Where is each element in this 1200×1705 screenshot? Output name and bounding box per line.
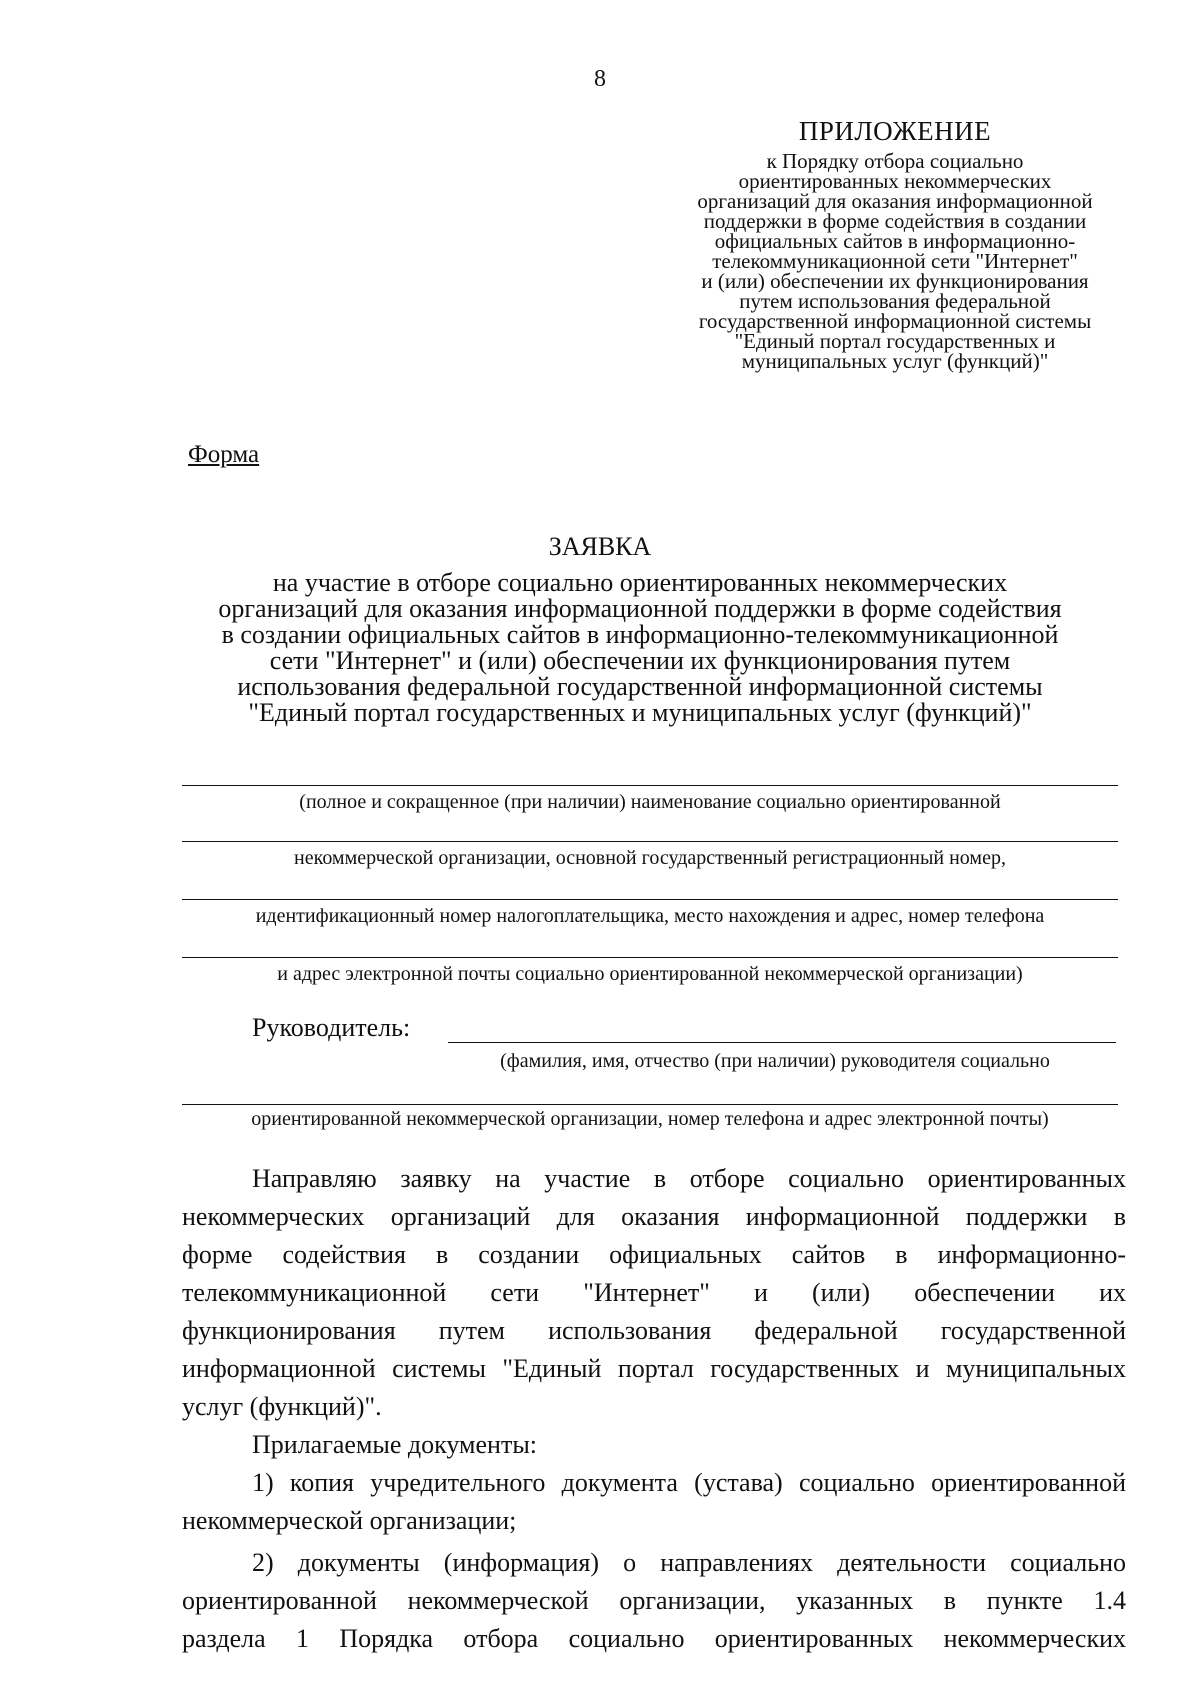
subtitle-line: "Единый портал государственных и муниципальных услуг (функций)" bbox=[248, 698, 1032, 727]
appendix-line: путем использования федеральной bbox=[739, 289, 1051, 313]
paragraph-line: услуг (функций)". bbox=[182, 1392, 382, 1421]
appendix-line: к Порядку отбора социально bbox=[766, 149, 1024, 173]
head-contacts-fill-line[interactable] bbox=[182, 1104, 1118, 1105]
paragraph-line: Направляю заявку на участие в отборе социально ориентированных bbox=[252, 1164, 1126, 1193]
appendix-line: поддержки в форме содействия в создании bbox=[703, 209, 1087, 233]
appendix-line: муниципальных услуг (функций)" bbox=[741, 349, 1049, 373]
application-title: ЗАЯВКА bbox=[548, 532, 652, 561]
paragraph-line: некоммерческих организаций для оказания информационной поддержки в bbox=[182, 1202, 1126, 1231]
org-contacts-fill-line[interactable] bbox=[182, 957, 1118, 958]
appendix-line: "Единый портал государственных и bbox=[734, 329, 1056, 353]
org-field-caption: и адрес электронной почты социально ориентированной некоммерческой организации) bbox=[277, 963, 1023, 985]
attached-documents-heading: Прилагаемые документы: bbox=[252, 1430, 538, 1459]
attached-item-1-continued: некоммерческой организации; bbox=[182, 1506, 517, 1535]
head-label: Руководитель: bbox=[252, 1013, 411, 1042]
appendix-line: официальных сайтов в информационно- bbox=[714, 229, 1076, 253]
paragraph-line: информационной системы "Единый портал государственных и муниципальных bbox=[182, 1354, 1126, 1383]
appendix-title: ПРИЛОЖЕНИЕ bbox=[798, 116, 992, 146]
attached-item-2-continued: раздела 1 Порядка отбора социально ориентированных некоммерческих bbox=[182, 1624, 1126, 1653]
subtitle-line: организаций для оказания информационной поддержки в форме содействия bbox=[218, 594, 1062, 623]
head-caption-continued: ориентированной некоммерческой организации, номер телефона и адрес электронной почты) bbox=[251, 1108, 1049, 1130]
attached-item-2: 2) документы (информация) о направлениях деятельности социально bbox=[252, 1548, 1126, 1577]
appendix-line: ориентированных некоммерческих bbox=[738, 169, 1052, 193]
subtitle-line: использования федеральной государственной информационной системы bbox=[237, 672, 1043, 701]
org-registration-fill-line[interactable] bbox=[182, 841, 1118, 842]
paragraph-line: телекоммуникационной сети "Интернет" и (или) обеспечении их bbox=[182, 1278, 1126, 1307]
head-name-fill-line[interactable] bbox=[448, 1042, 1116, 1043]
paragraph-line: форме содействия в создании официальных сайтов в информационно- bbox=[182, 1240, 1126, 1269]
application-subtitle bbox=[160, 570, 1120, 726]
org-tax-id-fill-line[interactable] bbox=[182, 899, 1118, 900]
paragraph-line: функционирования путем использования федеральной государственной bbox=[182, 1316, 1126, 1345]
appendix-line: и (или) обеспечении их функционирования bbox=[701, 269, 1089, 293]
org-field-caption: некоммерческой организации, основной государственный регистрационный номер, bbox=[294, 847, 1006, 869]
appendix-line: организаций для оказания информационной bbox=[697, 189, 1093, 213]
subtitle-line: сети "Интернет" и (или) обеспечении их функционирования путем bbox=[269, 646, 1011, 675]
subtitle-line: на участие в отборе социально ориентированных некоммерческих bbox=[272, 568, 1008, 597]
subtitle-line: в создании официальных сайтов в информационно-телекоммуникационной bbox=[221, 620, 1059, 649]
appendix-header bbox=[650, 116, 1140, 371]
appendix-line: телекоммуникационной сети "Интернет" bbox=[712, 249, 1078, 273]
form-label: Форма bbox=[188, 441, 260, 468]
org-field-caption: идентификационный номер налогоплательщика, место нахождения и адрес, номер телефона bbox=[255, 905, 1045, 927]
org-name-fill-line[interactable] bbox=[182, 785, 1118, 786]
attached-item-2-continued: ориентированной некоммерческой организации, указанных в пункте 1.4 bbox=[182, 1586, 1126, 1615]
appendix-line: государственной информационной системы bbox=[698, 309, 1092, 333]
head-caption: (фамилия, имя, отчество (при наличии) руководителя социально bbox=[500, 1050, 1050, 1072]
attached-item-1: 1) копия учредительного документа (устава) социально ориентированной bbox=[252, 1468, 1126, 1497]
page-number: 8 bbox=[594, 66, 606, 92]
org-field-caption: (полное и сокращенное (при наличии) наименование социально ориентированной bbox=[299, 791, 1001, 813]
